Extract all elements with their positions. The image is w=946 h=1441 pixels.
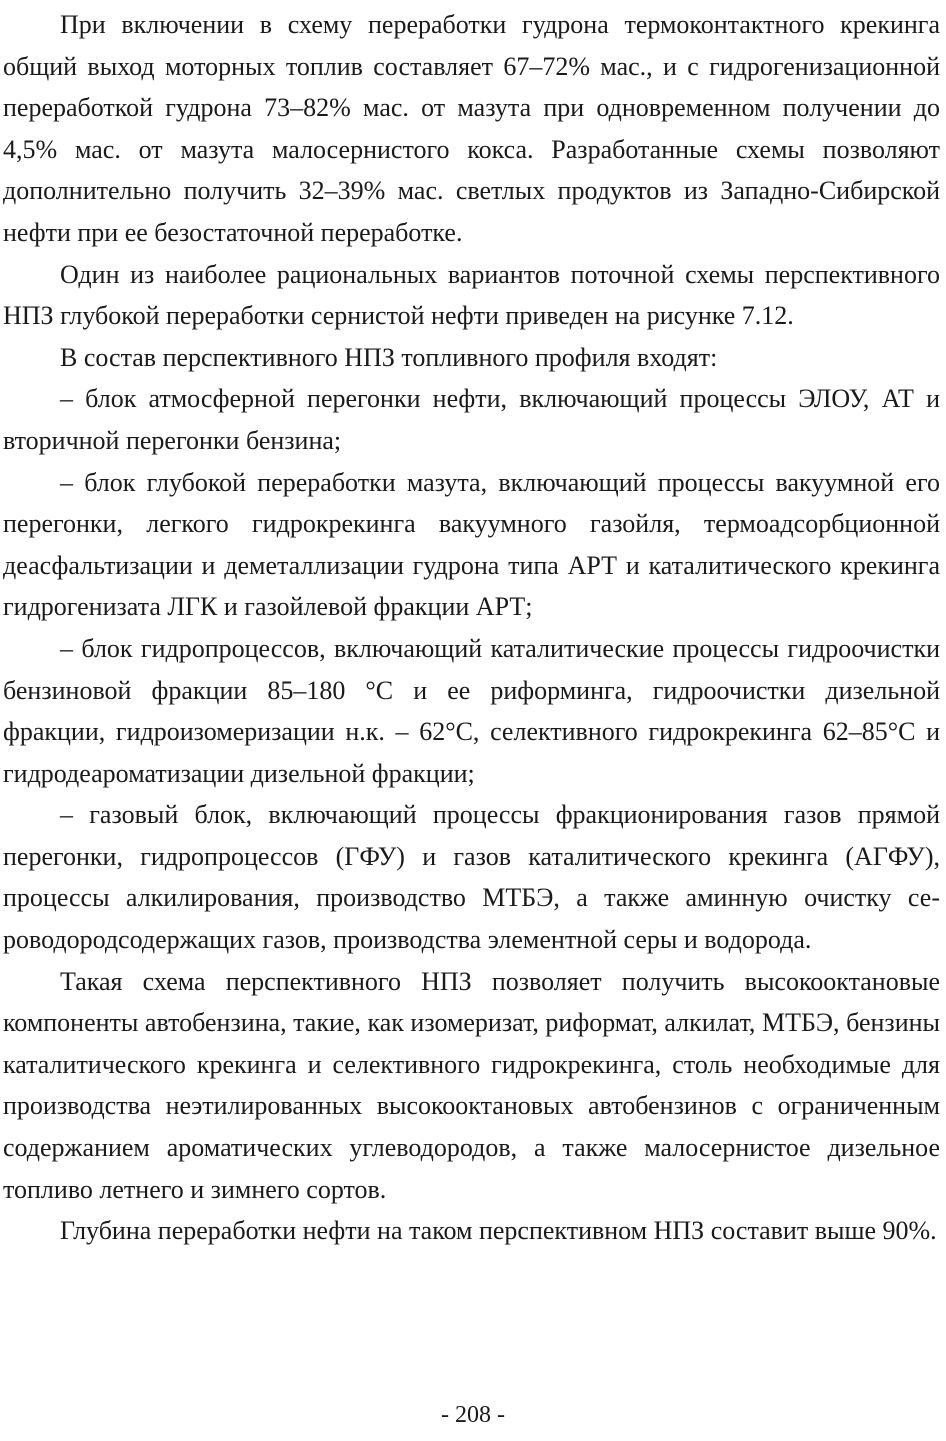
list-item-hydroprocess-block: – блок гидропроцессов, включающий каталитические процессы гидроочистки бензиновой фракции 85–180 °С и ее риформинга, гидроочистки дизельной фракции, гидроизомеризации н.к. – 62°С, селективного гидрокрекинга 62–85°С и гидродеароматизации дизельной фракции; <box>3 633 940 788</box>
paragraph-refining-depth: Глубина переработки нефти на таком перспективном НПЗ составит выше 90%. <box>60 1216 937 1246</box>
paragraph-outputs: При включении в схему переработки гудрона термоконтактного крекинга общий выход моторных топлив составляет 67–72% мас., и с гидрогенизационной переработкой гудрона 73–82% мас. от мазута при одновременном получении до 4,5% мас. от мазута малосернистого кокса. Разработанные схемы позволяют дополнительно получить 32–39% мас. светлых продуктов из Западно-Сибирской нефти при ее безостаточной переработке. <box>3 10 940 247</box>
list-item-deep-processing-block: – блок глубокой переработки мазута, включающий процессы вакуумной его перегонки, легкого гидрокрекинга вакуумного газойля, термоадсорбционной деасфальтизации и деметаллизации гудрона типа АРТ и каталитического крекинга гидрогенизата ЛГК и газойлевой фракции АРТ; <box>3 467 940 622</box>
paragraph-scheme-reference: Один из наиболее рациональных вариантов поточной схемы перспективного НПЗ глубокой переработки сернистой нефти приведен на рисунке 7.12. <box>3 259 940 331</box>
list-item-atmospheric-block: – блок атмосферной перегонки нефти, включающий процессы ЭЛОУ, АТ и вторичной перегонки бензина; <box>3 384 940 455</box>
paragraph-products: Такая схема перспективного НПЗ позволяет получить высокооктановые компоненты автобензина, такие, как изомеризат, риформат, алкилат, МТБЭ, бензины каталитического крекинга и селективного гидрокрекинга, столь необходимые для производства неэтилированных высокооктановых автобензинов с ограниченным содержанием ароматических углеводородов, а также малосернистое дизельное топливо летнего и зимнего сортов. <box>3 966 940 1204</box>
page-number: - 208 - <box>441 1402 505 1428</box>
list-item-gas-block: – газовый блок, включающий процессы фракционирования газов прямой перегонки, гидропроцессов (ГФУ) и газов каталитического крекинга (АГФУ), процессы алкилирования, производство МТБЭ, а также аминную очистку сероводородсодержащих газов, производства элементной серы и водорода. <box>3 800 940 955</box>
paragraph-composition-intro: В состав перспективного НПЗ топливного профиля входят: <box>60 342 718 372</box>
